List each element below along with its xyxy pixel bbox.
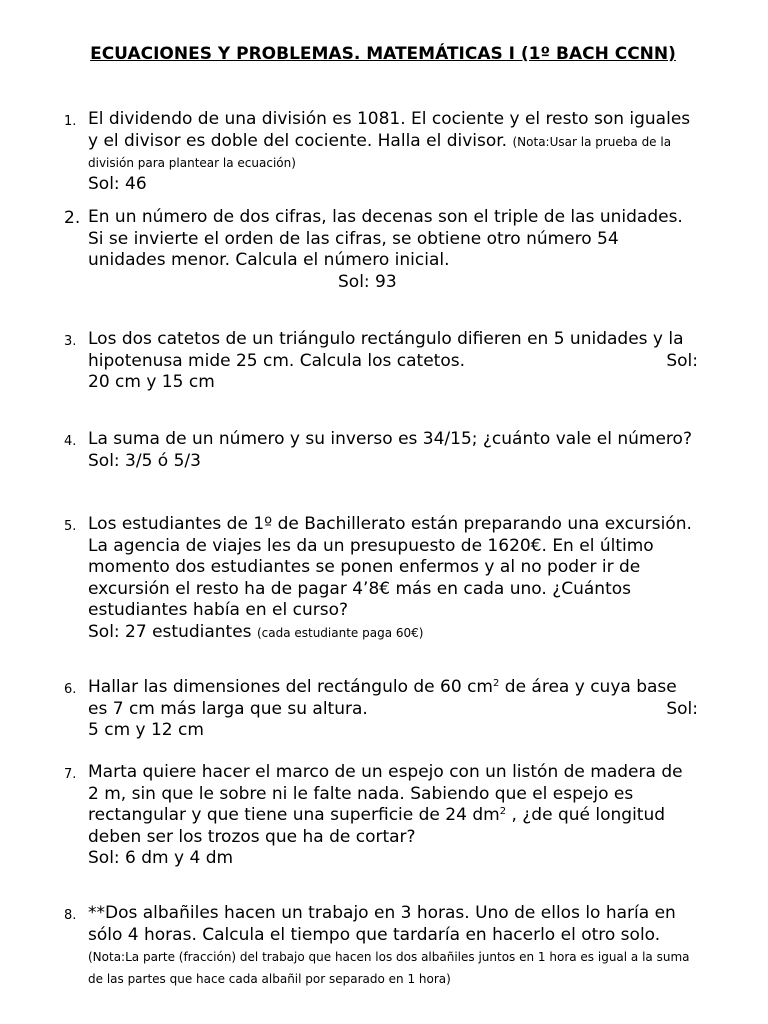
problem-solution-line bbox=[88, 622, 698, 644]
problem-text: Los dos catetos de un triángulo rectángulo difieren en 5 unidades y la hipotenusa mide 25 cm. Calcula los catetos. bbox=[88, 329, 684, 371]
problem-body bbox=[88, 677, 698, 742]
problem-body bbox=[88, 109, 698, 195]
problem-solution: 5 cm y 12 cm bbox=[88, 720, 204, 740]
problem-text: **Dos albañiles hacen un trabajo en 3 horas. Uno de ellos lo haría en sólo 4 horas. Calcula el tiempo que tardaría en hacerlo el otro solo. bbox=[88, 903, 676, 945]
problem-solution: 20 cm y 15 cm bbox=[88, 372, 215, 392]
problem-number: 5. bbox=[64, 519, 77, 534]
problem-text: En un número de dos cifras, las decenas son el triple de las unidades. Si se invierte el orden de las cifras, se obtiene otro número 54 unidades menor. Calcula el número inicial. bbox=[88, 207, 683, 270]
problem-text: El dividendo de una división es 1081. El cociente y el resto son iguales y el divisor es doble del cociente. Halla el divisor. bbox=[88, 109, 691, 151]
superscript: 2 bbox=[499, 806, 507, 817]
problem-number: 8. bbox=[64, 908, 77, 923]
problem-number: 2. bbox=[64, 208, 81, 228]
problem-body bbox=[88, 207, 698, 293]
superscript: 2 bbox=[493, 678, 500, 689]
problem-text: Los estudiantes de 1º de Bachillerato están preparando una excursión. La agencia de viajes les da un presupuesto de 1620€. En el último momento dos estudiantes se ponen enfermos y al no poder ir de excursión el resto ha de pagar 4’8€ más en cada uno. ¿Cuántos estudiantes había en el curso? bbox=[88, 514, 692, 620]
problem-text-part-2: de área y cuya base es 7 cm más larga que su altura. bbox=[88, 677, 677, 719]
problem-number: 1. bbox=[64, 114, 77, 129]
problem-number: 7. bbox=[64, 767, 77, 782]
problem-body bbox=[88, 903, 698, 989]
problem-solution: Sol: 93 bbox=[338, 271, 397, 292]
problem-text-part-2: , ¿de qué longitud deben ser los trozos que ha de cortar? bbox=[88, 805, 666, 847]
problem-text: La suma de un número y su inverso es 34/15; ¿cuánto vale el número? bbox=[88, 429, 692, 449]
problem-note: (Nota:Usar la prueba de la división para plantear la ecuación) bbox=[88, 134, 672, 170]
problem-note: (cada estudiante paga 60€) bbox=[256, 625, 424, 640]
page-title: ECUACIONES Y PROBLEMAS. MATEMÁTICAS I (1º BACH CCNN) bbox=[90, 44, 676, 64]
problem-solution: Sol: 46 bbox=[88, 173, 147, 194]
problem-solution-label: Sol: bbox=[666, 350, 698, 371]
problem-solution: Sol: 27 estudiantes bbox=[88, 621, 252, 642]
problem-solution: Sol: 6 dm y 4 dm bbox=[88, 848, 234, 868]
problem-note: (Nota:La parte (fracción) del trabajo que hacen los dos albañiles juntos en 1 hora es igual a la suma de las partes que hace cada albañil por separado en 1 hora) bbox=[88, 950, 690, 986]
problem-body bbox=[88, 429, 698, 472]
problem-text-part-1: Hallar las dimensiones del rectángulo de 60 cm bbox=[88, 677, 493, 697]
problem-number: 3. bbox=[64, 334, 77, 349]
problem-text-part-1: Marta quiere hacer el marco de un espejo con un listón de madera de 2 m, sin que le sobre ni le falte nada. Sabiendo que el espejo es rectangular y que tiene una superficie de 24 dm bbox=[88, 762, 683, 825]
problem-solution: Sol: 3/5 ó 5/3 bbox=[88, 450, 201, 471]
problem-number: 6. bbox=[64, 682, 77, 697]
problem-number: 4. bbox=[64, 434, 77, 449]
problem-body bbox=[88, 329, 698, 394]
problem-body bbox=[88, 762, 698, 870]
problem-body bbox=[88, 514, 698, 643]
problem-solution-label: Sol: bbox=[666, 698, 698, 719]
